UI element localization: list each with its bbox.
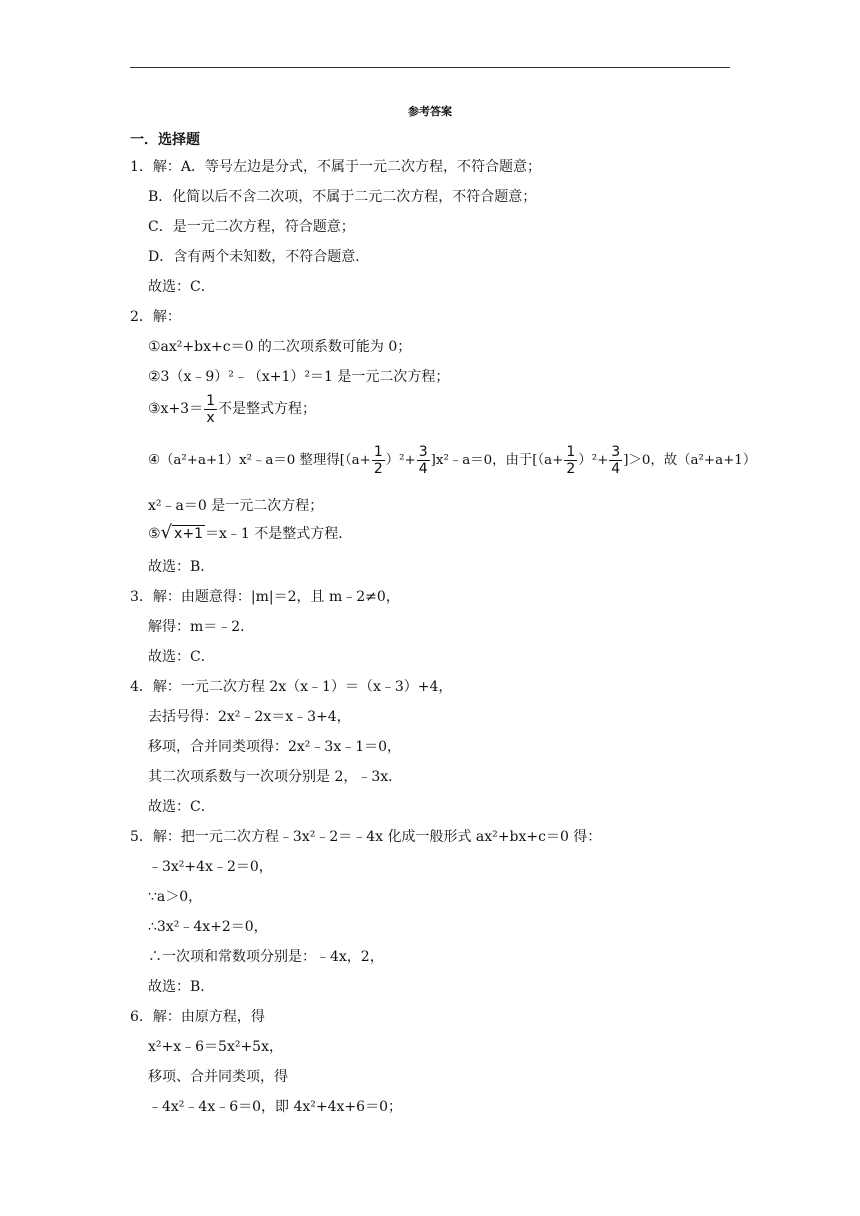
answer-line: C．是一元二次方程，符合题意； bbox=[148, 219, 355, 235]
answer-line: 5．解：把一元二次方程﹣3x²﹣2＝﹣4x 化成一般形式 ax²+bx+c＝0 得： bbox=[130, 829, 602, 845]
answer-line: x²﹣a＝0 是一元二次方程； bbox=[148, 498, 324, 514]
square-root-expression bbox=[161, 524, 205, 543]
answer-line: D．含有两个未知数，不符合题意． bbox=[148, 249, 370, 265]
answer-line: 去括号得：2x²﹣2x＝x﹣3+4， bbox=[148, 709, 351, 725]
radicand: x+1 bbox=[174, 526, 203, 542]
answer-line: ∴一次项和常数项分别是：﹣4x，2， bbox=[148, 949, 384, 965]
answer-line: ②3（x﹣9）²﹣（x+1）²＝1 是一元二次方程； bbox=[148, 369, 450, 385]
answer-line: 故选：B． bbox=[148, 979, 215, 995]
answer-line: 4．解：一元二次方程 2x（x﹣1）＝（x﹣3）+4， bbox=[130, 679, 453, 695]
fraction-1-over-x bbox=[204, 393, 217, 426]
answer-line: 1．解：A．等号左边是分式，不属于一元二次方程，不符合题意； bbox=[130, 159, 542, 175]
fraction-numerator: 1 bbox=[566, 444, 576, 460]
item3-prefix: ③x+3＝ bbox=[148, 401, 204, 417]
item4-text-5: ]＞0，故（a²+a+1） bbox=[623, 453, 757, 468]
item5-suffix: ＝x﹣1 不是整式方程． bbox=[204, 526, 353, 542]
page-title: 参考答案 bbox=[408, 105, 452, 118]
fraction-half-1 bbox=[372, 444, 385, 477]
answer-line: x²+x﹣6＝5x²+5x， bbox=[148, 1039, 283, 1055]
answer-line: 故选：B． bbox=[148, 559, 215, 575]
item4-text-3: ]x²﹣a＝0，由于[（a+ bbox=[430, 453, 564, 468]
answer-line: B．化简以后不含二次项，不属于二元二次方程，不符合题意； bbox=[148, 189, 537, 205]
answer-line: 故选：C． bbox=[148, 799, 215, 815]
fraction-numerator: 1 bbox=[206, 392, 216, 409]
answer-line: ①ax²+bx+c＝0 的二次项系数可能为 0； bbox=[148, 339, 412, 355]
item4-text-1: ④（a²+a+1）x²﹣a＝0 整理得[（a+ bbox=[148, 453, 371, 468]
answer-line: 其二次项系数与一次项分别是 2，﹣3x． bbox=[148, 769, 403, 785]
answer-line: ∴3x²﹣4x+2＝0， bbox=[148, 919, 268, 935]
section-heading: 一．选择题 bbox=[130, 132, 200, 148]
fraction-denominator: x bbox=[206, 409, 215, 426]
fraction-denominator: 4 bbox=[611, 461, 621, 477]
fraction-three-quarters-1 bbox=[417, 444, 430, 477]
answer-line-item3 bbox=[148, 389, 316, 429]
radical-sign-icon: √ bbox=[160, 522, 173, 543]
answer-line: 6．解：由原方程，得 bbox=[130, 1009, 265, 1025]
item3-suffix: 不是整式方程； bbox=[218, 401, 317, 417]
answer-line: ﹣3x²+4x﹣2＝0， bbox=[148, 859, 273, 875]
item5-prefix: ⑤ bbox=[148, 526, 161, 542]
answer-line-item5 bbox=[148, 524, 352, 543]
item4-text-2: ）²+ bbox=[385, 453, 416, 468]
fraction-numerator: 3 bbox=[418, 444, 428, 460]
fraction-numerator: 1 bbox=[373, 444, 383, 460]
answer-line: 故选：C． bbox=[148, 279, 215, 295]
answer-line: ﹣4x²﹣4x﹣6＝0，即 4x²+4x+6＝0； bbox=[148, 1099, 402, 1115]
fraction-numerator: 3 bbox=[611, 444, 621, 460]
fraction-denominator: 2 bbox=[566, 461, 576, 477]
answer-line: ∵a＞0， bbox=[148, 889, 203, 905]
fraction-denominator: 4 bbox=[418, 461, 428, 477]
answer-line: 3．解：由题意得：|m|＝2，且 m﹣2≠0， bbox=[130, 589, 400, 605]
item4-text-4: ）²+ bbox=[578, 453, 609, 468]
answer-line: 2．解： bbox=[130, 309, 181, 325]
answer-line: 移项、合并同类项，得 bbox=[148, 1069, 288, 1085]
answer-line: 移项，合并同类项得：2x²﹣3x﹣1＝0， bbox=[148, 739, 402, 755]
answer-line: 故选：C． bbox=[148, 649, 215, 665]
answer-line: 解得：m＝﹣2． bbox=[148, 619, 255, 635]
fraction-half-2 bbox=[564, 444, 577, 477]
answer-line-item4 bbox=[148, 441, 756, 481]
fraction-denominator: 2 bbox=[373, 461, 383, 477]
fraction-three-quarters-2 bbox=[609, 444, 622, 477]
header-rule bbox=[130, 67, 730, 68]
